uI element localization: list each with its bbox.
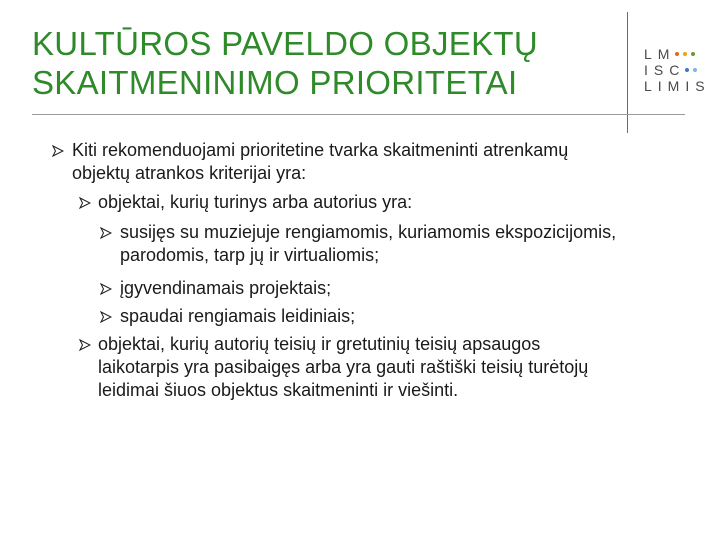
sub-item-2-line-3: leidimai šiuos objektus skaitmeninti ir viešinti. xyxy=(98,380,459,400)
logo-text-limis: LIMIS xyxy=(644,78,711,94)
sub-item-2-line-1: objektai, kurių autorių teisių ir gretutinių teisių apsaugos xyxy=(98,334,541,354)
sub-item-1: objektai, kurių turinys arba autorius yra: xyxy=(98,192,413,212)
arrowhead-bullet-icon xyxy=(52,145,64,157)
sub-item-1a-line-1: susijęs su muziejuje rengiamomis, kuriamomis ekspozicijomis, xyxy=(120,222,617,242)
arrowhead-bullet-icon xyxy=(79,197,91,209)
item-1-line-2: objektų atrankos kriterijai yra: xyxy=(72,163,307,183)
arrowhead-bullet-icon xyxy=(79,339,91,351)
arrowhead-bullet-icon xyxy=(100,311,112,323)
title-line-1: KULTŪROS PAVELDO OBJEKTŲ xyxy=(32,25,538,62)
title-line-2: SKAITMENINIMO PRIORITETAI xyxy=(32,64,518,101)
arrowhead-bullet-icon xyxy=(100,283,112,295)
sub-item-1b: įgyvendinamais projektais; xyxy=(120,278,332,298)
sub-item-1c: spaudai rengiamais leidiniais; xyxy=(120,306,356,326)
sub-item-2-line-2: laikotarpis yra pasibaigęs arba yra gauti raštiški teisių turėtojų xyxy=(98,357,589,377)
logo-text-lm: LM xyxy=(644,46,676,62)
arrowhead-bullet-icon xyxy=(100,227,112,239)
item-1-line-1: Kiti rekomenduojami prioritetine tvarka skaitmeninti atrenkamų xyxy=(72,140,569,160)
logo-text-isc: ISC xyxy=(644,62,686,78)
sub-item-1a-line-2: parodomis, tarp jų ir virtualiomis; xyxy=(120,245,380,265)
